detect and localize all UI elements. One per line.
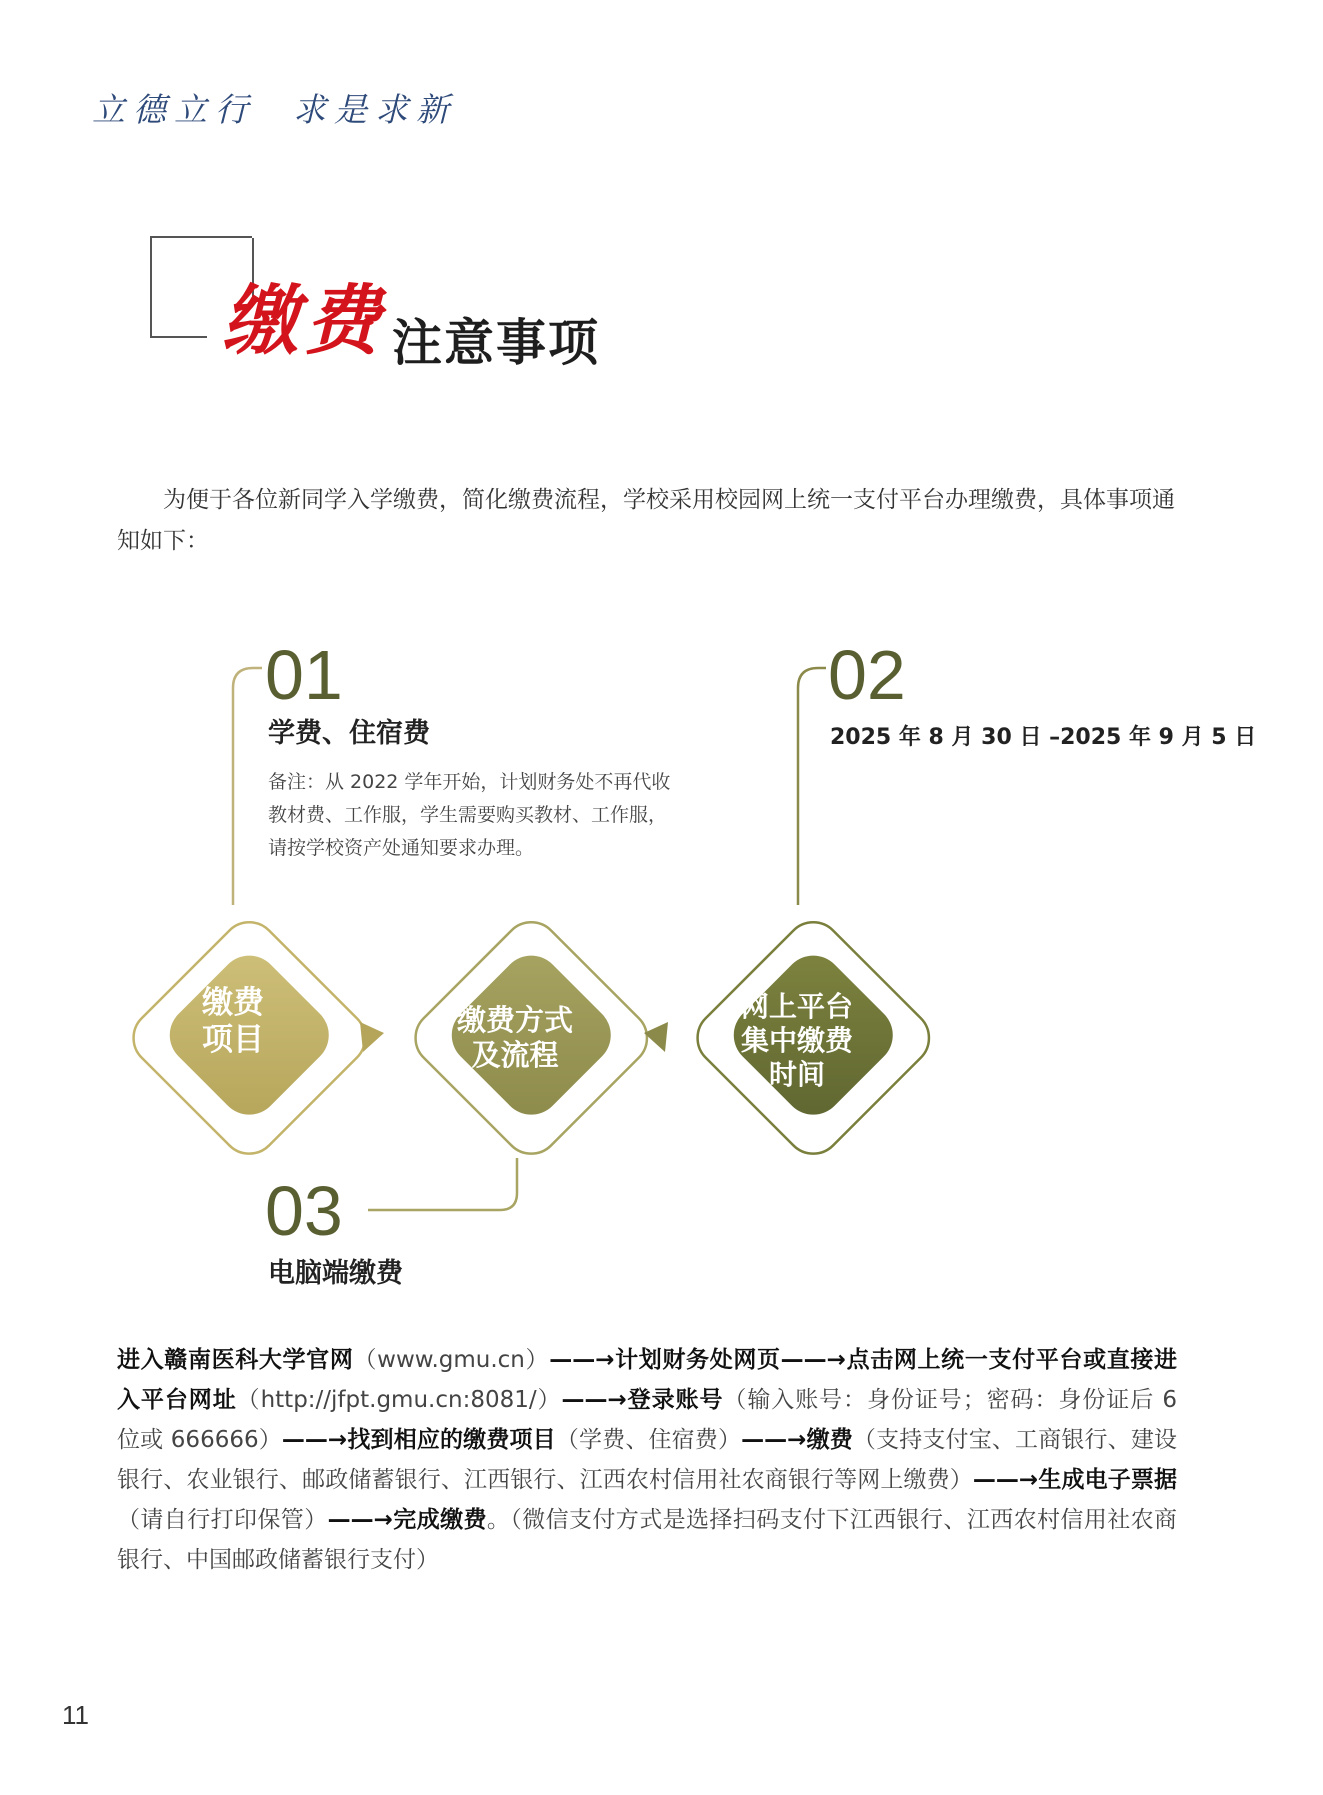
section-number-02: 02 <box>828 636 906 714</box>
section-note-01 <box>268 766 670 865</box>
step-arrow: ——→ <box>741 1427 807 1453</box>
step-note: 。（微信支付方式是选择扫码支付下江西银行、江西农村信用社农商银行、中国邮政储蓄银行支付） <box>117 1507 1178 1573</box>
note-line: 教材费、工作服，学生需要购买教材、工作服， <box>268 804 668 826</box>
note-line: 备注：从 2022 学年开始，计划财务处不再代收 <box>268 771 671 793</box>
step-arrow: ——→ <box>281 1427 348 1453</box>
step-text: 登录账号 <box>626 1387 724 1413</box>
step-arrow: ——→ <box>327 1507 393 1533</box>
diamond-label-line: 及流程 <box>471 1037 559 1072</box>
step-text: 缴费 <box>806 1427 853 1453</box>
connector-03 <box>368 1158 517 1210</box>
diamond-label-3 <box>722 990 872 1092</box>
step-arrow: ——→ <box>780 1347 846 1373</box>
step-note: （请自行打印保管） <box>117 1507 328 1533</box>
step-arrow: ——→ <box>561 1387 627 1413</box>
page-title: 注意事项 <box>392 314 600 372</box>
diamond-label-line: 网上平台 <box>740 990 853 1023</box>
diamond-label-line: 集中缴费 <box>740 1024 853 1058</box>
step-text: 点击网上统一支付平台或直接进入平台网址 <box>117 1347 1178 1413</box>
step-note: （学费、住宿费） <box>555 1427 742 1453</box>
section-title-03: 电脑端缴费 <box>268 1258 403 1289</box>
diamond-label-2 <box>440 1003 590 1073</box>
page-number: 11 <box>62 1700 89 1730</box>
step-text: 计划财务处网页 <box>614 1347 781 1373</box>
step-text: 生成电子票据 <box>1038 1467 1178 1493</box>
note-line: 请按学校资产处通知要求办理。 <box>268 837 535 859</box>
step-note: （支持支付宝、工商银行、建设银行、农业银行、邮政储蓄银行、江西银行、江西农村信用社农商银行等网上缴费） <box>117 1427 1178 1493</box>
diamond-label-line: 时间 <box>768 1058 825 1092</box>
step-text: 完成缴费 <box>392 1507 487 1533</box>
connector-01 <box>233 668 262 905</box>
diamond-label-line: 缴费 <box>202 985 264 1021</box>
step-text: 进入赣南医科大学官网 <box>117 1347 354 1373</box>
step-note: （www.gmu.cn） <box>353 1347 550 1373</box>
step-note: （输入账号：身份证号；密码：身份证后 6 位或 666666） <box>117 1387 1178 1453</box>
payment-steps <box>117 1340 1177 1580</box>
diamond-label-line: 缴费方式 <box>456 1003 573 1037</box>
diamond-label-line: 项目 <box>202 1022 264 1059</box>
school-motto: 立德立行 求是求新 <box>92 90 457 129</box>
connector-02 <box>798 668 826 905</box>
section-number-03: 03 <box>265 1172 343 1250</box>
section-number-01: 01 <box>265 636 343 714</box>
arrow-right-icon <box>360 1022 384 1052</box>
step-arrow: ——→ <box>972 1467 1039 1493</box>
diamond-label-1 <box>173 985 293 1059</box>
step-text: 找到相应的缴费项目 <box>347 1427 556 1453</box>
step-arrow: ——→ <box>549 1347 615 1373</box>
title-accent: 缴费 <box>222 276 386 365</box>
payment-period: 2025 年 8 月 30 日 –2025 年 9 月 5 日 <box>830 725 1257 750</box>
step-note: （http://jfpt.gmu.cn:8081/） <box>236 1387 562 1413</box>
intro-text: 为便于各位新同学入学缴费，简化缴费流程，学校采用校园网上统一支付平台办理缴费，具体事项通知如下： <box>117 487 1175 554</box>
section-title-01: 学费、住宿费 <box>268 718 430 749</box>
